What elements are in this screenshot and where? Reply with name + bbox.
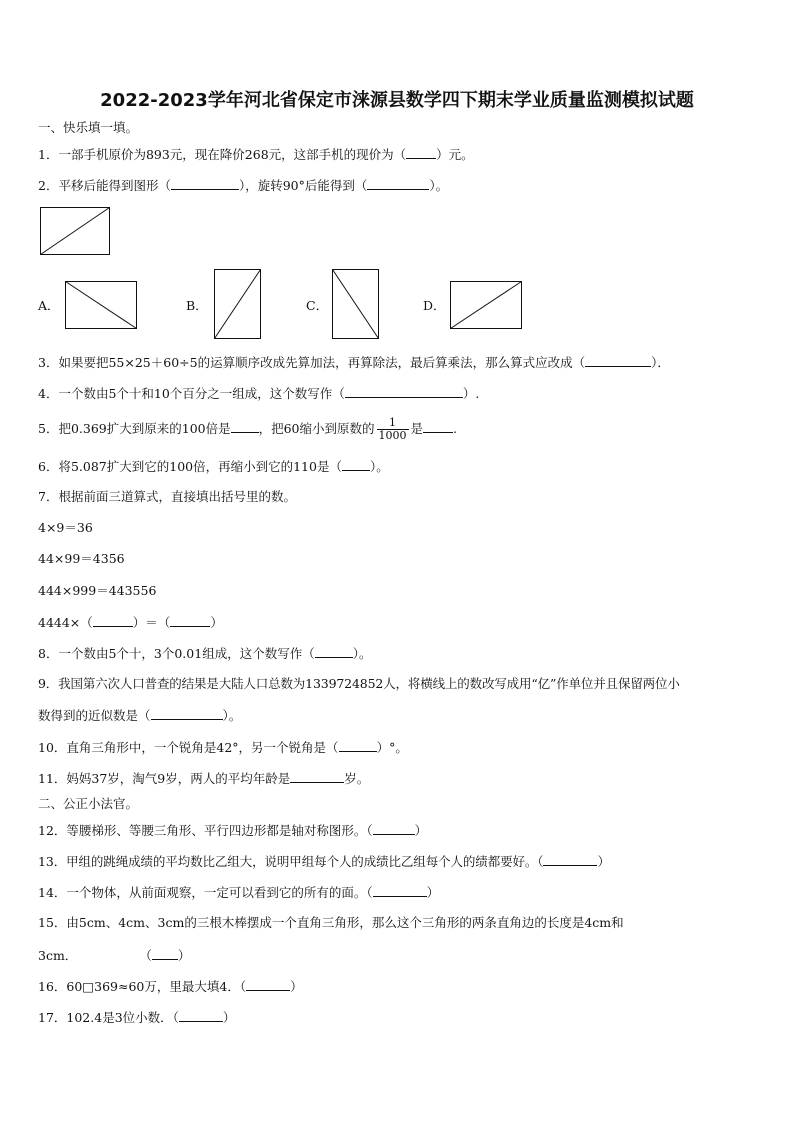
- answer-blank[interactable]: [342, 458, 370, 471]
- equation-line-1: 4×9＝36: [38, 520, 93, 535]
- answer-blank[interactable]: [585, 354, 651, 367]
- option-d-label: D．: [423, 298, 446, 313]
- answer-blank[interactable]: [179, 1009, 223, 1022]
- question-4: 4．一个数由5个十和10个百分之一组成，这个数写作（ ）.: [38, 386, 480, 401]
- question-14: 14．一个物体，从前面观察，一定可以看到它的所有的面。（ ）: [38, 885, 440, 900]
- question-17: 17．102.4是3位小数．（ ）: [38, 1010, 236, 1025]
- answer-blank[interactable]: [406, 146, 436, 159]
- question-1: 1．一部手机原价为893元，现在降价268元，这部手机的现价为（ ）元。: [38, 147, 474, 162]
- answer-blank[interactable]: [367, 177, 429, 190]
- original-rectangle-figure: [40, 207, 110, 255]
- answer-blank[interactable]: [373, 884, 427, 897]
- question-8: 8．一个数由5个十，3个0.01组成，这个数写作（ ）。: [38, 646, 372, 661]
- option-c-figure: [332, 269, 379, 339]
- question-15-line-2: 3cm． （ ）: [38, 948, 191, 963]
- question-15-line-1: 15．由5cm、4cm、3cm的三根木棒摆成一个直角三角形，那么这个三角形的两条直角边的长度是4cm和: [38, 915, 624, 930]
- answer-blank[interactable]: [93, 614, 133, 627]
- answer-blank[interactable]: [345, 385, 463, 398]
- answer-blank[interactable]: [373, 822, 415, 835]
- option-c-label: C．: [306, 298, 329, 313]
- answer-blank[interactable]: [231, 420, 259, 433]
- page-title: 2022-2023学年河北省保定市涞源县数学四下期末学业质量监测模拟试题: [100, 90, 694, 111]
- answer-blank[interactable]: [290, 770, 344, 783]
- question-9-line-1: 9．我国第六次人口普查的结果是大陆人口总数为1339724852人，将横线上的数改写成用“亿”作单位并且保留两位小: [38, 676, 680, 691]
- answer-blank[interactable]: [171, 177, 239, 190]
- equation-line-3: 444×999＝443556: [38, 583, 157, 598]
- question-5: 5．把0.369扩大到原来的100倍是 ，把60缩小到原数的 $\frac{1}{1000}$ 是 .: [38, 416, 458, 442]
- question-10: 10．直角三角形中，一个锐角是42°，另一个锐角是（ ）°。: [38, 740, 408, 755]
- question-12: 12．等腰梯形、等腰三角形、平行四边形都是轴对称图形。（ ）: [38, 823, 428, 838]
- fraction-one-thousandth: $\frac{1}{1000}$: [378, 416, 407, 442]
- question-9-line-2: 数得到的近似数是（ ）。: [38, 708, 242, 723]
- question-7: 7．根据前面三道算式，直接填出括号里的数。: [38, 489, 296, 504]
- question-6: 6．将5.087扩大到它的100倍，再缩小到它的110是（ ）。: [38, 459, 389, 474]
- equation-line-4: 4444×（ ）＝（ ）: [38, 615, 223, 630]
- answer-blank[interactable]: [543, 853, 597, 866]
- answer-blank[interactable]: [339, 739, 377, 752]
- answer-blank[interactable]: [152, 947, 178, 960]
- answer-blank[interactable]: [315, 645, 353, 658]
- question-2: 2．平移后能得到图形（ ），旋转90°后能得到（ ）。: [38, 178, 449, 193]
- option-d-figure: [450, 281, 522, 329]
- answer-blank[interactable]: [246, 978, 290, 991]
- option-a-label: A．: [38, 298, 60, 313]
- answer-blank[interactable]: [151, 707, 223, 720]
- section-heading-true-false: 二、公正小法官。: [38, 796, 139, 811]
- option-a-figure: [65, 281, 137, 329]
- answer-blank[interactable]: [170, 614, 210, 627]
- option-b-label: B．: [186, 298, 208, 313]
- equation-line-2: 44×99＝4356: [38, 551, 125, 566]
- question-11: 11．妈妈37岁，淘气9岁，两人的平均年龄是 岁。: [38, 771, 370, 786]
- question-16: 16．60□369≈60万，里最大填4．（ ）: [38, 979, 303, 994]
- section-heading-fill-in: 一、快乐填一填。: [38, 120, 139, 135]
- question-3: 3．如果要把55×25＋60÷5的运算顺序改成先算加法，再算除法，最后算乘法，那么算式应改成（ ）．: [38, 355, 670, 370]
- question-13: 13．甲组的跳绳成绩的平均数比乙组大，说明甲组每个人的成绩比乙组每个人的绩都要好。（ ）: [38, 854, 610, 869]
- answer-blank[interactable]: [423, 420, 453, 433]
- option-b-figure: [214, 269, 261, 339]
